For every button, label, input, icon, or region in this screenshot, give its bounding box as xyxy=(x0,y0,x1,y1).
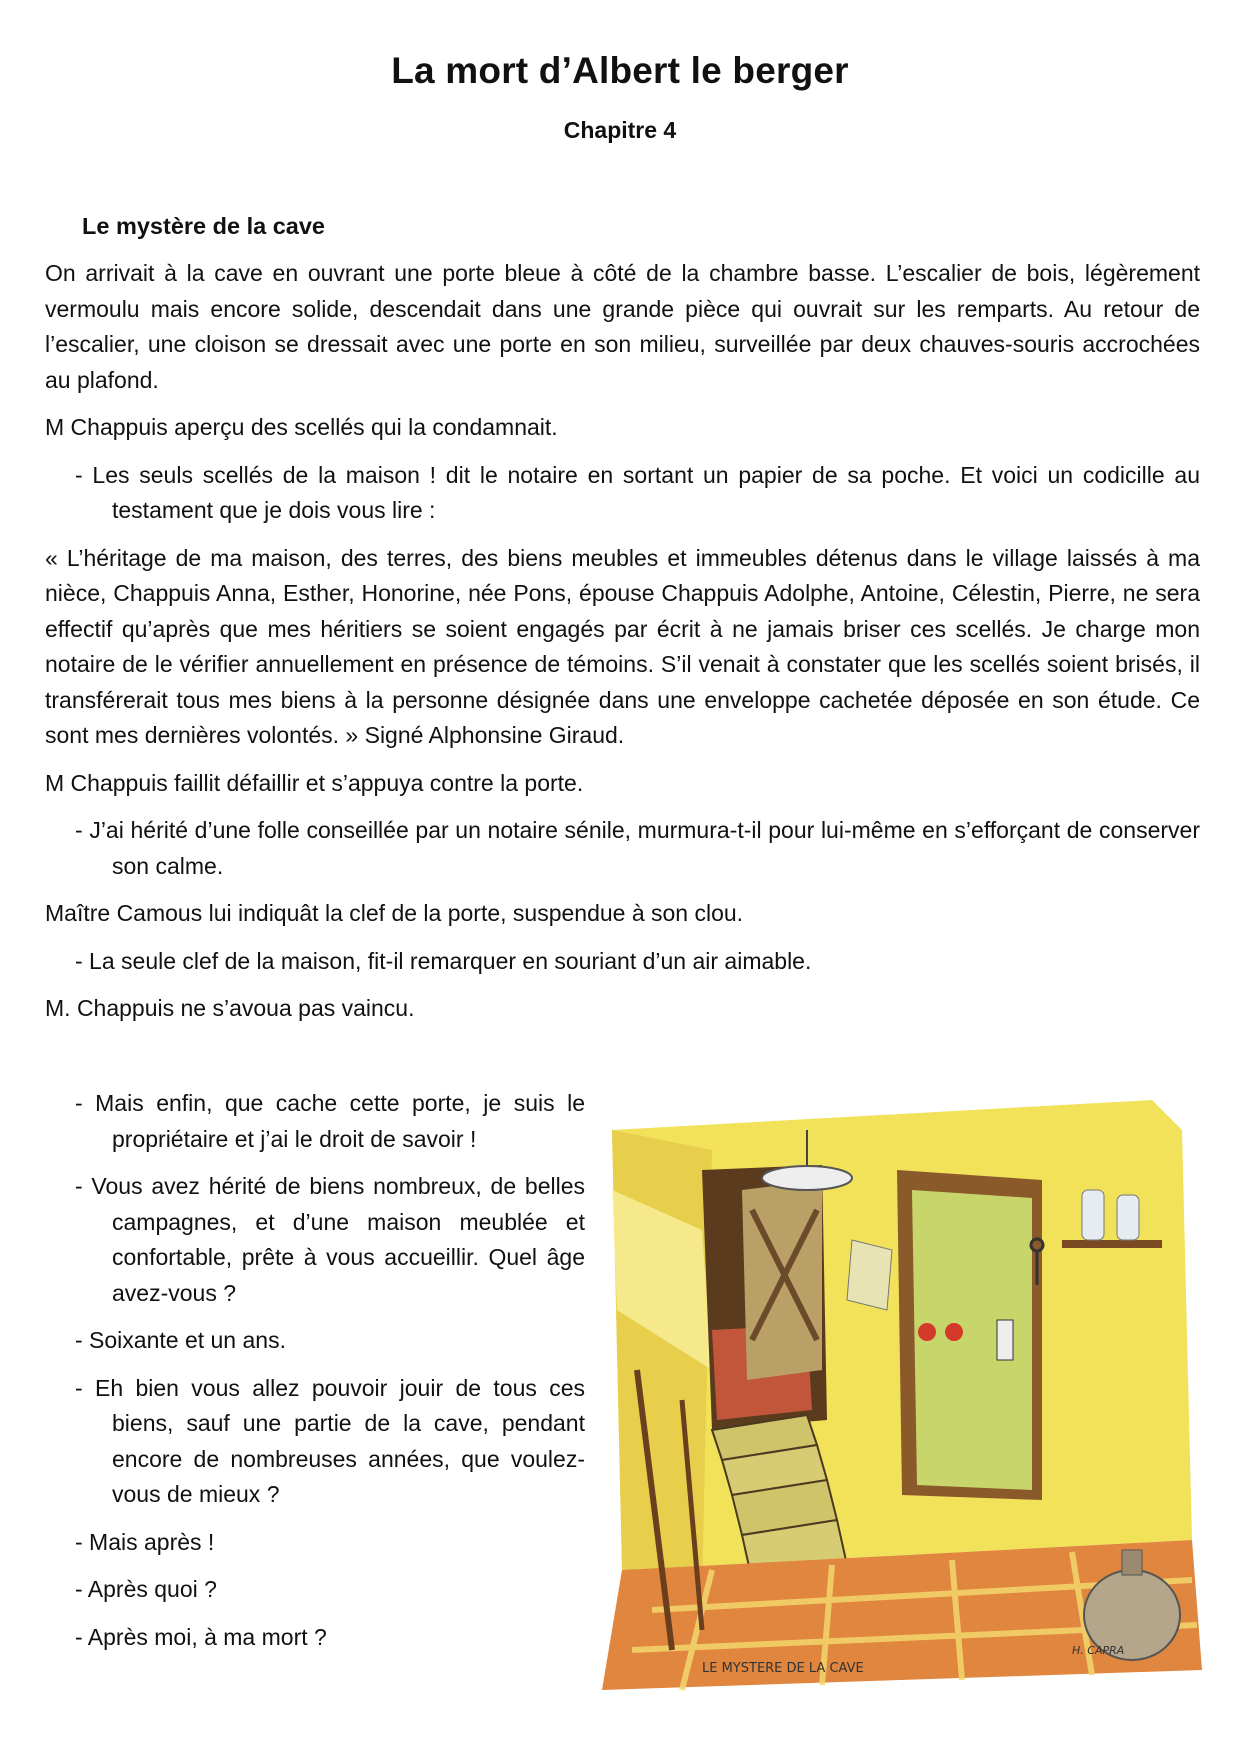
dialogue-line: - Après moi, à ma mort ? xyxy=(75,1623,327,1650)
section-title: Le mystère de la cave xyxy=(82,213,325,239)
seal-icon xyxy=(918,1323,936,1341)
dialogue-line: - Eh bien vous allez pouvoir jouir de tous ces biens, sauf une partie de la cave, pendant encore de nombreuses années, que voulez-vous de mieux ? xyxy=(75,1374,585,1507)
document-title: La mort d’Albert le berger xyxy=(391,50,849,91)
dialogue-line: - Mais après ! xyxy=(75,1528,215,1555)
bottle-icon xyxy=(1117,1195,1139,1240)
paragraph: M Chappuis aperçu des scellés qui la condamnait. xyxy=(45,414,558,440)
dialogue-line: - La seule clef de la maison, fit-il remarquer en souriant d’un air aimable. xyxy=(75,947,812,974)
wall-plaque xyxy=(847,1240,892,1310)
paragraph: On arrivait à la cave en ouvrant une porte bleue à côté de la chambre basse. L’escalier de bois, légèrement vermoulu mais encore solide, descendait dans une grande pièce qui ouvrait sur les remparts. Au retour de l’escalier, une cloison se dressait avec une porte en son milieu, surveillée par deux chauves-souris accrochées au plafond. xyxy=(45,260,1200,393)
dialogue-line: - J’ai hérité d’une folle conseillée par un notaire sénile, murmura-t-il pour lui-même en s’efforçant de conserver son calme. xyxy=(75,817,1200,879)
paragraph: M. Chappuis ne s’avoua pas vaincu. xyxy=(45,995,415,1021)
artist-signature: H. CAPRA xyxy=(1072,1644,1125,1657)
dialogue-column xyxy=(45,1086,585,1667)
paragraph: Maître Camous lui indiquât la clef de la porte, suspendue à son clou. xyxy=(45,900,744,926)
cellar-illustration xyxy=(592,1070,1212,1710)
body-text xyxy=(45,256,1200,1039)
illustration-caption: LE MYSTERE DE LA CAVE xyxy=(702,1661,864,1676)
door-lock-icon xyxy=(997,1320,1013,1360)
paragraph: « L’héritage de ma maison, des terres, des biens meubles et immeubles détenus dans le village laissés à ma nièce, Chappuis Anna, Esther, Honorine, née Pons, épouse Chappuis Adolphe, Antoine, Célestin, Pierre, ne sera effectif qu’après que mes héritiers se soient engagés par écrit à ne jamais briser ces scellés. Je charge mon notaire de le vérifier annuellement en présence de témoins. S’il venait à constater que les scellés soient brisés, il transférerait tous mes biens à la personne désignée dans une enveloppe cachetée déposée en son étude. Ce sont mes dernières volontés. » Signé Alphonsine Giraud. xyxy=(45,544,1200,748)
paragraph: M Chappuis faillit défaillir et s’appuya contre la porte. xyxy=(45,769,584,796)
shelf xyxy=(1062,1240,1162,1248)
seal-icon xyxy=(945,1323,963,1341)
dialogue-line: - Vous avez hérité de biens nombreux, de belles campagnes, et d’une maison meublée et confortable, prête à vous accueillir. Quel âge avez-vous ? xyxy=(75,1173,585,1306)
dialogue-line: - Après quoi ? xyxy=(75,1576,217,1602)
dialogue-line: - Les seuls scellés de la maison ! dit le notaire en sortant un papier de sa poche. Et voici un codicille au testament que je dois vous lire : xyxy=(75,461,1200,523)
dialogue-line: - Soixante et un ans. xyxy=(75,1327,286,1353)
dialogue-line: - Mais enfin, que cache cette porte, je suis le propriétaire et j’ai le droit de savoir ! xyxy=(75,1090,585,1152)
bottle-icon xyxy=(1082,1190,1104,1240)
chapter-heading: Chapitre 4 xyxy=(563,117,677,143)
lamp-icon xyxy=(762,1166,852,1190)
